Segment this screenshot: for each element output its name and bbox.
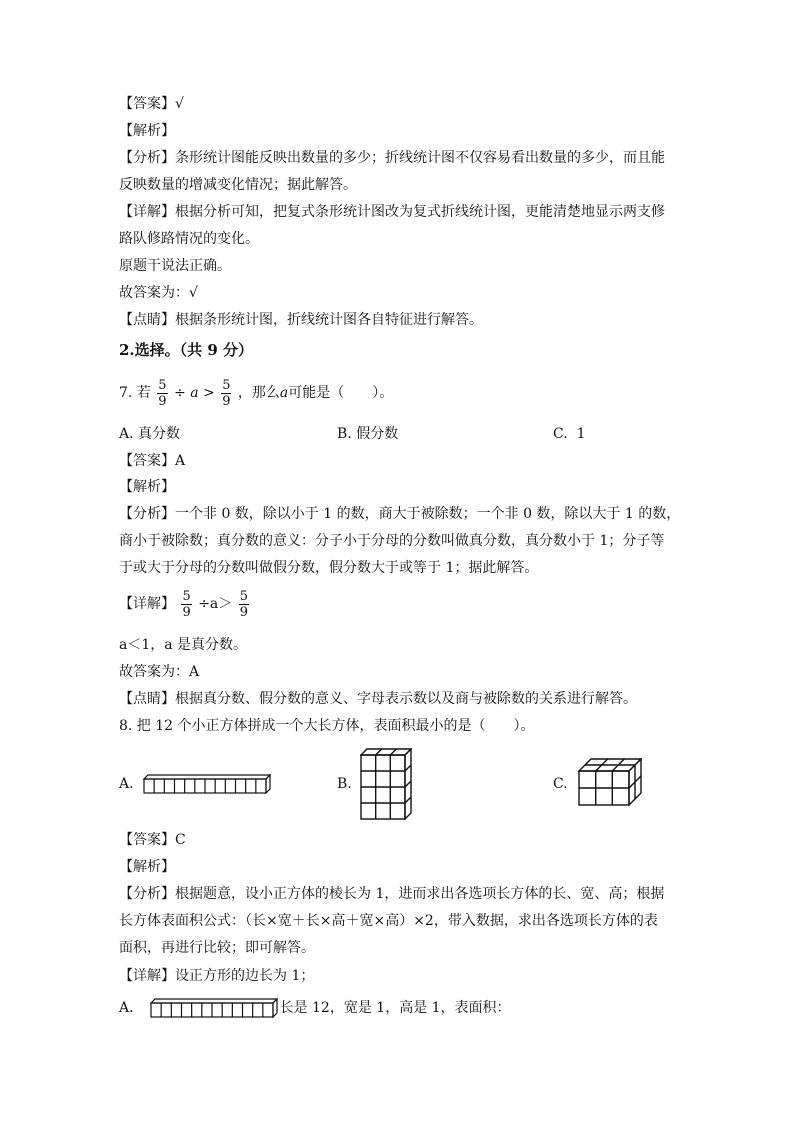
q8-option-a-label: A. <box>119 776 134 792</box>
q8-answer: 【答案】C <box>119 832 186 848</box>
q7-result: a＜1，a 是真分数。 <box>119 637 248 653</box>
q8-option-b-label: B. <box>337 776 352 792</box>
q7-fenxi-line-2: 商小于被除数；真分数的意义：分子小于分母的分数叫做真分数，真分数小于 1；分子等 <box>119 533 665 549</box>
q7-dianjing: 【点睛】根据真分数、假分数的意义、字母表示数以及商与被除数的关系进行解答。 <box>119 691 637 707</box>
q8-xiangjie-a-label: A． <box>119 1000 144 1016</box>
q8-option-c-figure <box>578 758 642 806</box>
q8-xiangjie: 【详解】设正方形的边长为 1； <box>119 968 315 984</box>
q7-xiangjie-frac-right-den: 9 <box>239 604 248 620</box>
q7-fraction-right-num: 5 <box>222 377 231 393</box>
q7-xiangjie <box>119 586 251 622</box>
q7-fraction-right-den: 9 <box>222 393 231 409</box>
q7-greater-sign: > <box>203 385 215 401</box>
q7-xiangjie-fraction-left <box>181 589 191 620</box>
q7-fraction-left <box>157 378 167 409</box>
q6-fenxi-line-1: 【分析】条形统计图能反映出数量的多少；折线统计图不仅容易看出数量的多少，而且能 <box>119 150 665 166</box>
q6-final-answer: 故答案为：√ <box>119 285 198 301</box>
q8-fenxi-line-2: 长方体表面积公式：（长×宽＋长×高＋宽×高）×2，带入数据，求出各选项长方体的表 <box>119 913 658 929</box>
q6-answer: 【答案】√ <box>119 96 184 112</box>
q6-conclusion: 原题干说法正确。 <box>119 258 231 274</box>
q8-xiangjie-a-text: 长是 12，宽是 1，高是 1，表面积： <box>279 1000 511 1016</box>
section-2-title: 2.选择。（共 9 分） <box>119 341 254 359</box>
q7-option-c-value: 1 <box>576 426 586 442</box>
q7-option-a: A. 真分数 <box>119 426 181 442</box>
q7-question <box>119 375 393 411</box>
q6-xiangjie-line-1: 【详解】根据分析可知，把复式条形统计图改为复式折线统计图，更能清楚地显示两支修 <box>119 204 665 220</box>
q8-analysis-heading: 【解析】 <box>119 859 175 875</box>
q8-question: 8. 把 12 个小正方体拼成一个大长方体，表面积最小的是（ ）。 <box>119 718 535 734</box>
q8-xiangjie-a <box>119 998 511 1018</box>
q7-answer: 【答案】A <box>119 453 186 469</box>
q7-xiangjie-frac-left-den: 9 <box>182 604 191 620</box>
q7-fraction-left-num: 5 <box>158 377 167 393</box>
q7-option-c-label: C. <box>553 426 568 442</box>
q7-xiangjie-frac-left-num: 5 <box>182 588 191 604</box>
q7-fenxi-line-3: 于或大于分母的分数叫做假分数，假分数大于或等于 1；据此解答。 <box>119 560 539 576</box>
q7-xiangjie-label: 【详解】 <box>119 596 175 612</box>
q7-fenxi-line-1: 【分析】一个非 0 数，除以小于 1 的数，商大于被除数；一个非 0 数，除以大于 1 的数， <box>119 506 681 522</box>
q8-fenxi-line-3: 面积，再进行比较；即可解答。 <box>119 940 315 956</box>
q6-dianjing: 【点睛】根据条形统计图，折线统计图各自特征进行解答。 <box>119 312 483 328</box>
q7-final-answer: 故答案为：A <box>119 664 200 680</box>
q6-xiangjie-line-2: 路队修路情况的变化。 <box>119 231 259 247</box>
q7-mid-text: ，那么 <box>237 385 280 401</box>
q7-divide-sign: ÷ <box>174 385 186 401</box>
q7-xiangjie-mid: ÷a＞ <box>198 596 233 612</box>
q7-variable-2: a <box>279 385 289 401</box>
q6-fenxi-line-2: 反映数量的增减变化情况；据此解答。 <box>119 177 357 193</box>
q8-fenxi-line-1: 【分析】根据题意，设小正方体的棱长为 1，进而求出各选项长方体的长、宽、高；根据 <box>119 886 665 902</box>
q7-option-c <box>553 424 586 444</box>
q6-analysis-heading: 【解析】 <box>119 123 175 139</box>
q8-option-a-figure <box>143 774 271 794</box>
q7-option-b: B. 假分数 <box>337 426 399 442</box>
q7-suffix: 可能是（ ）。 <box>288 385 394 401</box>
q8-xiangjie-a-figure <box>150 998 278 1018</box>
q7-fraction-left-den: 9 <box>158 393 167 409</box>
q7-variable: a <box>190 385 199 401</box>
q7-xiangjie-frac-right-num: 5 <box>239 588 248 604</box>
q7-xiangjie-fraction-right <box>239 589 249 620</box>
q8-option-c-label: C. <box>553 776 568 792</box>
q7-analysis-heading: 【解析】 <box>119 479 175 495</box>
q7-prefix: 7. 若 <box>119 385 151 401</box>
q7-fraction-right <box>221 378 231 409</box>
q8-option-b-figure <box>360 748 412 820</box>
